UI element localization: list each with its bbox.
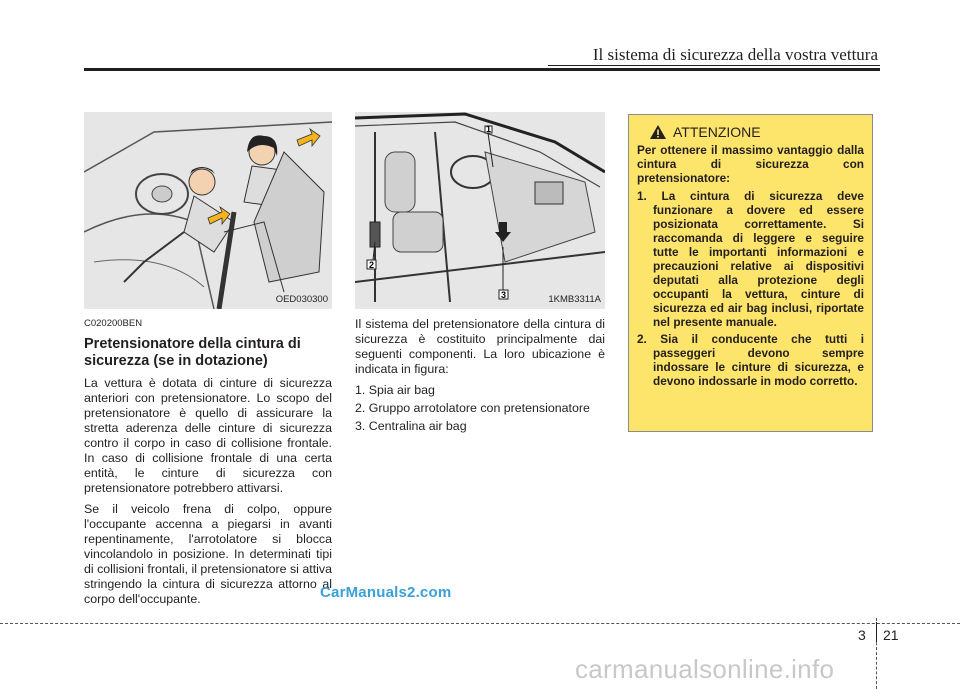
section-code: C020200BEN [84,318,143,329]
figure-label: 1KMB3311A [548,294,601,305]
warning-list [637,189,864,388]
left-column [84,112,332,613]
watermark-link[interactable]: CarManuals2.com [320,584,452,601]
figure-label: OED030300 [275,294,328,305]
paragraph-2: Se il veicolo frena di colpo, oppure l'occupante accenna a piegarsi in avanti repentinamente, l'arrotolatore si blocca vincolandolo in posizione. In determinati tipi di collisioni frontali, il pretensionatore si attiva stringendo la cintura di sicurezza attorno al corpo dell'occupante. [84,502,332,606]
components-list [355,383,605,434]
page-number: 21 [883,627,899,643]
warning-triangle-icon [649,124,667,140]
callout-3: 3 [500,290,507,300]
footer-rule [0,623,960,624]
middle-column [355,112,605,437]
list-item: 3. Centralina air bag [355,419,467,433]
callout-1: 1 [485,124,492,134]
page-number-divider [876,622,877,642]
header-rule-thin [548,65,880,66]
car-interior-drawing [355,112,605,309]
car-occupants-drawing [84,112,332,309]
list-item: 2. Sia il conducente che tutti i passeggeri devono sempre indossare le cinture di sicurezza, e devono indossarle in modo corretto. [637,332,864,388]
warning-box [628,114,873,432]
section-heading: Pretensionatore della cintura di sicurezza (se in dotazione) [84,336,301,369]
paragraph-1: La vettura è dotata di cinture di sicurezza anteriori con pretensionatore. Lo scopo del pretensionatore è quello di assicurare la stretta aderenza delle cinture di sicurezza contro il corpo in caso di collisione frontale. In caso di collisione frontale di una certa entità, le cinture di sicurezza con pretensionatore potrebbero attivarsi. [84,376,332,495]
watermark-footer: carmanualsonline.info [575,654,835,684]
list-item: 1. Spia air bag [355,383,435,397]
header-rule [84,68,880,71]
chapter-number: 3 [858,627,866,643]
page-header-title: Il sistema di sicurezza della vostra vettura [592,45,878,64]
warning-intro: Per ottenere il massimo vantaggio dalla cintura di sicurezza con pretensionatore: [637,143,864,185]
list-item: 2. Gruppo arrotolatore con pretensionatore [355,401,590,415]
components-intro: Il sistema del pretensionatore della cintura di sicurezza è costituito principalmente dai seguenti componenti. La loro ubicazione è indicata in figura: [355,317,605,376]
list-item: 1. La cintura di sicurezza deve funzionare a dovere ed essere posizionata correttamente. Si raccomanda di leggere e seguire tutte le importanti informazioni e precauzioni relative ai dispositivi deputati alla protezione degli occupanti la vettura, cinture di sicurezza ed air bag inclusi, riportate nel presente manuale. [637,189,864,329]
warning-title: ATTENZIONE [673,124,761,140]
pretensioner-illustration [84,112,332,309]
warning-header [649,124,864,140]
car-interior-illustration [355,112,605,309]
callout-2: 2 [368,260,375,270]
